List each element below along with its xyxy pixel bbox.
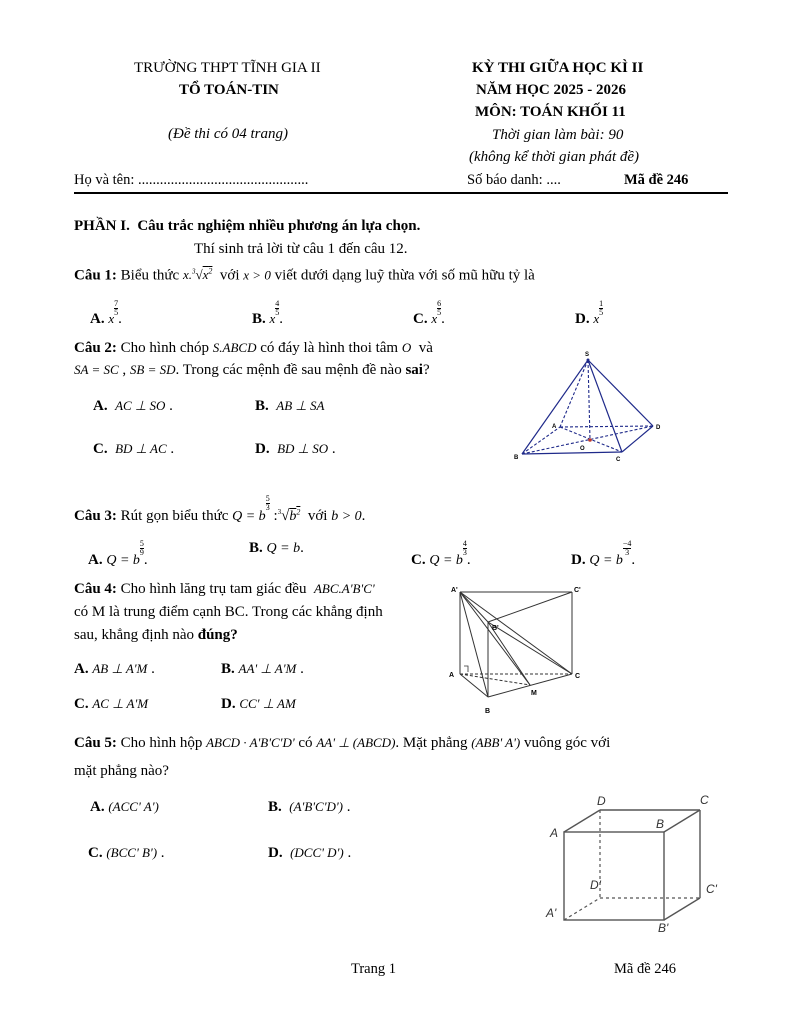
label-a: A xyxy=(552,424,557,430)
label-a: A xyxy=(550,826,559,840)
q3-option-b[interactable]: B. Q = b. xyxy=(249,540,304,556)
q3-option-a[interactable]: A. Q = b $\frac{5}{9}$ . xyxy=(88,539,148,568)
q4-option-c[interactable]: C. AC ⊥ A'M xyxy=(74,696,149,712)
header-divider xyxy=(74,192,728,194)
question-5-line1: Câu 5: Cho hình hộp ABCD · A'B'C'D' có AA' ⊥ (ABCD). Mặt phẳng (ABB' A') vuông góc với xyxy=(74,735,611,751)
footer-page: Trang 1 xyxy=(351,961,396,977)
footer-exam-code: Mã đề 246 xyxy=(614,961,677,977)
label-b: B xyxy=(656,817,665,831)
exam-time-note: (không kể thời gian phát đề) xyxy=(469,149,640,165)
exam-time: Thời gian làm bài: 90 xyxy=(492,127,624,143)
label-d: D xyxy=(656,425,661,431)
pyramid-figure xyxy=(510,348,670,463)
school-year: NĂM HỌC 2025 - 2026 xyxy=(476,82,626,98)
q2-option-b[interactable]: B. AB ⊥ SA xyxy=(255,398,325,414)
q5-option-c[interactable]: C. (BCC' B') . xyxy=(88,845,165,861)
label-c-prime: C' xyxy=(574,587,581,594)
label-c: C xyxy=(616,457,621,463)
label-d-prime: D' xyxy=(590,878,601,892)
q3-option-c[interactable]: C. Q = b $\frac{4}{3}$ . xyxy=(411,539,471,568)
q1-option-c[interactable]: C. x $\frac{6}{5}$ . xyxy=(413,299,445,327)
subject: MÔN: TOÁN KHỐI 11 xyxy=(475,104,626,120)
exam-title: KỲ THI GIỮA HỌC KÌ II xyxy=(472,60,644,76)
question-2-line1: Câu 2: Cho hình chóp S.ABCD có đáy là hình thoi tâm O và xyxy=(74,340,433,356)
q1-option-d[interactable]: D. x $\frac{1}{5}$ xyxy=(575,299,604,327)
q5-option-a[interactable]: A. (ACC' A') xyxy=(90,799,159,815)
cube-figure xyxy=(540,792,730,934)
label-a-prime: A' xyxy=(546,906,557,920)
q2-option-d[interactable]: D. BD ⊥ SO . xyxy=(255,441,336,457)
label-c: C xyxy=(700,793,709,807)
q4-option-a[interactable]: A. AB ⊥ A'M . xyxy=(74,661,155,677)
label-c-prime: C' xyxy=(706,882,717,896)
q5-option-d[interactable]: D. (DCC' D') . xyxy=(268,845,352,861)
label-b: B xyxy=(514,455,519,461)
department-name: TỔ TOÁN-TIN xyxy=(179,82,279,98)
student-id-field: Số báo danh: .... xyxy=(467,172,561,188)
label-c: C xyxy=(575,673,581,680)
section-title: PHẦN I. Câu trắc nghiệm nhiều phương án lựa chọn. xyxy=(74,218,421,234)
question-2-line2: SA = SC , SB = SD. Trong các mệnh đề sau mệnh đề nào sai? xyxy=(74,362,430,378)
q1-option-b[interactable]: B. x $\frac{4}{5}$ . xyxy=(252,299,284,327)
question-4-line2: có M là trung điểm cạnh BC. Trong các khẳng định xyxy=(74,604,383,620)
name-field: Họ và tên: ............................................... xyxy=(74,172,309,188)
q2-option-a[interactable]: A. AC ⊥ SO . xyxy=(93,398,173,414)
exam-code: Mã đề 246 xyxy=(624,172,689,188)
q3-option-d[interactable]: D. Q = b $\frac{-4}{3}$ . xyxy=(571,539,636,568)
q5-option-b[interactable]: B. (A'B'C'D') . xyxy=(268,799,351,815)
label-a-prime: A' xyxy=(451,587,458,594)
label-o: O xyxy=(580,446,585,452)
question-4-line1: Câu 4: Cho hình lăng trụ tam giác đều ABC.A'B'C' xyxy=(74,581,375,597)
label-d: D xyxy=(597,794,606,808)
q4-option-d[interactable]: D. CC' ⊥ AM xyxy=(221,696,296,712)
q1-option-a[interactable]: A. x $\frac{7}{5}$ . xyxy=(90,299,122,327)
prism-figure xyxy=(440,582,600,718)
label-b-prime: B' xyxy=(658,921,669,934)
question-3: Câu 3: Rút gọn biểu thức Q = b $\frac{5}{3}$ $:^3√b^2$ với b > 0. xyxy=(74,494,366,524)
label-m: M xyxy=(531,690,537,697)
label-b: B xyxy=(485,708,491,715)
question-4-line3: sau, khẳng định nào đúng? xyxy=(74,627,238,643)
question-1: Câu 1: Biểu thức $x.^3√x^2$ với x > 0 viết dưới dạng luỹ thừa với số mũ hữu tỷ là xyxy=(74,267,535,284)
school-name: TRƯỜNG THPT TĨNH GIA II xyxy=(134,60,321,76)
q4-option-b[interactable]: B. AA' ⊥ A'M . xyxy=(221,661,304,677)
page-count-note: (Đề thi có 04 trang) xyxy=(168,126,288,142)
label-b-prime: B' xyxy=(492,625,499,632)
question-5-line2: mặt phẳng nào? xyxy=(74,763,169,779)
label-a: A xyxy=(449,672,455,679)
section-instruction: Thí sinh trả lời từ câu 1 đến câu 12. xyxy=(194,241,408,257)
q2-option-c[interactable]: C. BD ⊥ AC . xyxy=(93,441,175,457)
label-s: S xyxy=(585,352,590,358)
